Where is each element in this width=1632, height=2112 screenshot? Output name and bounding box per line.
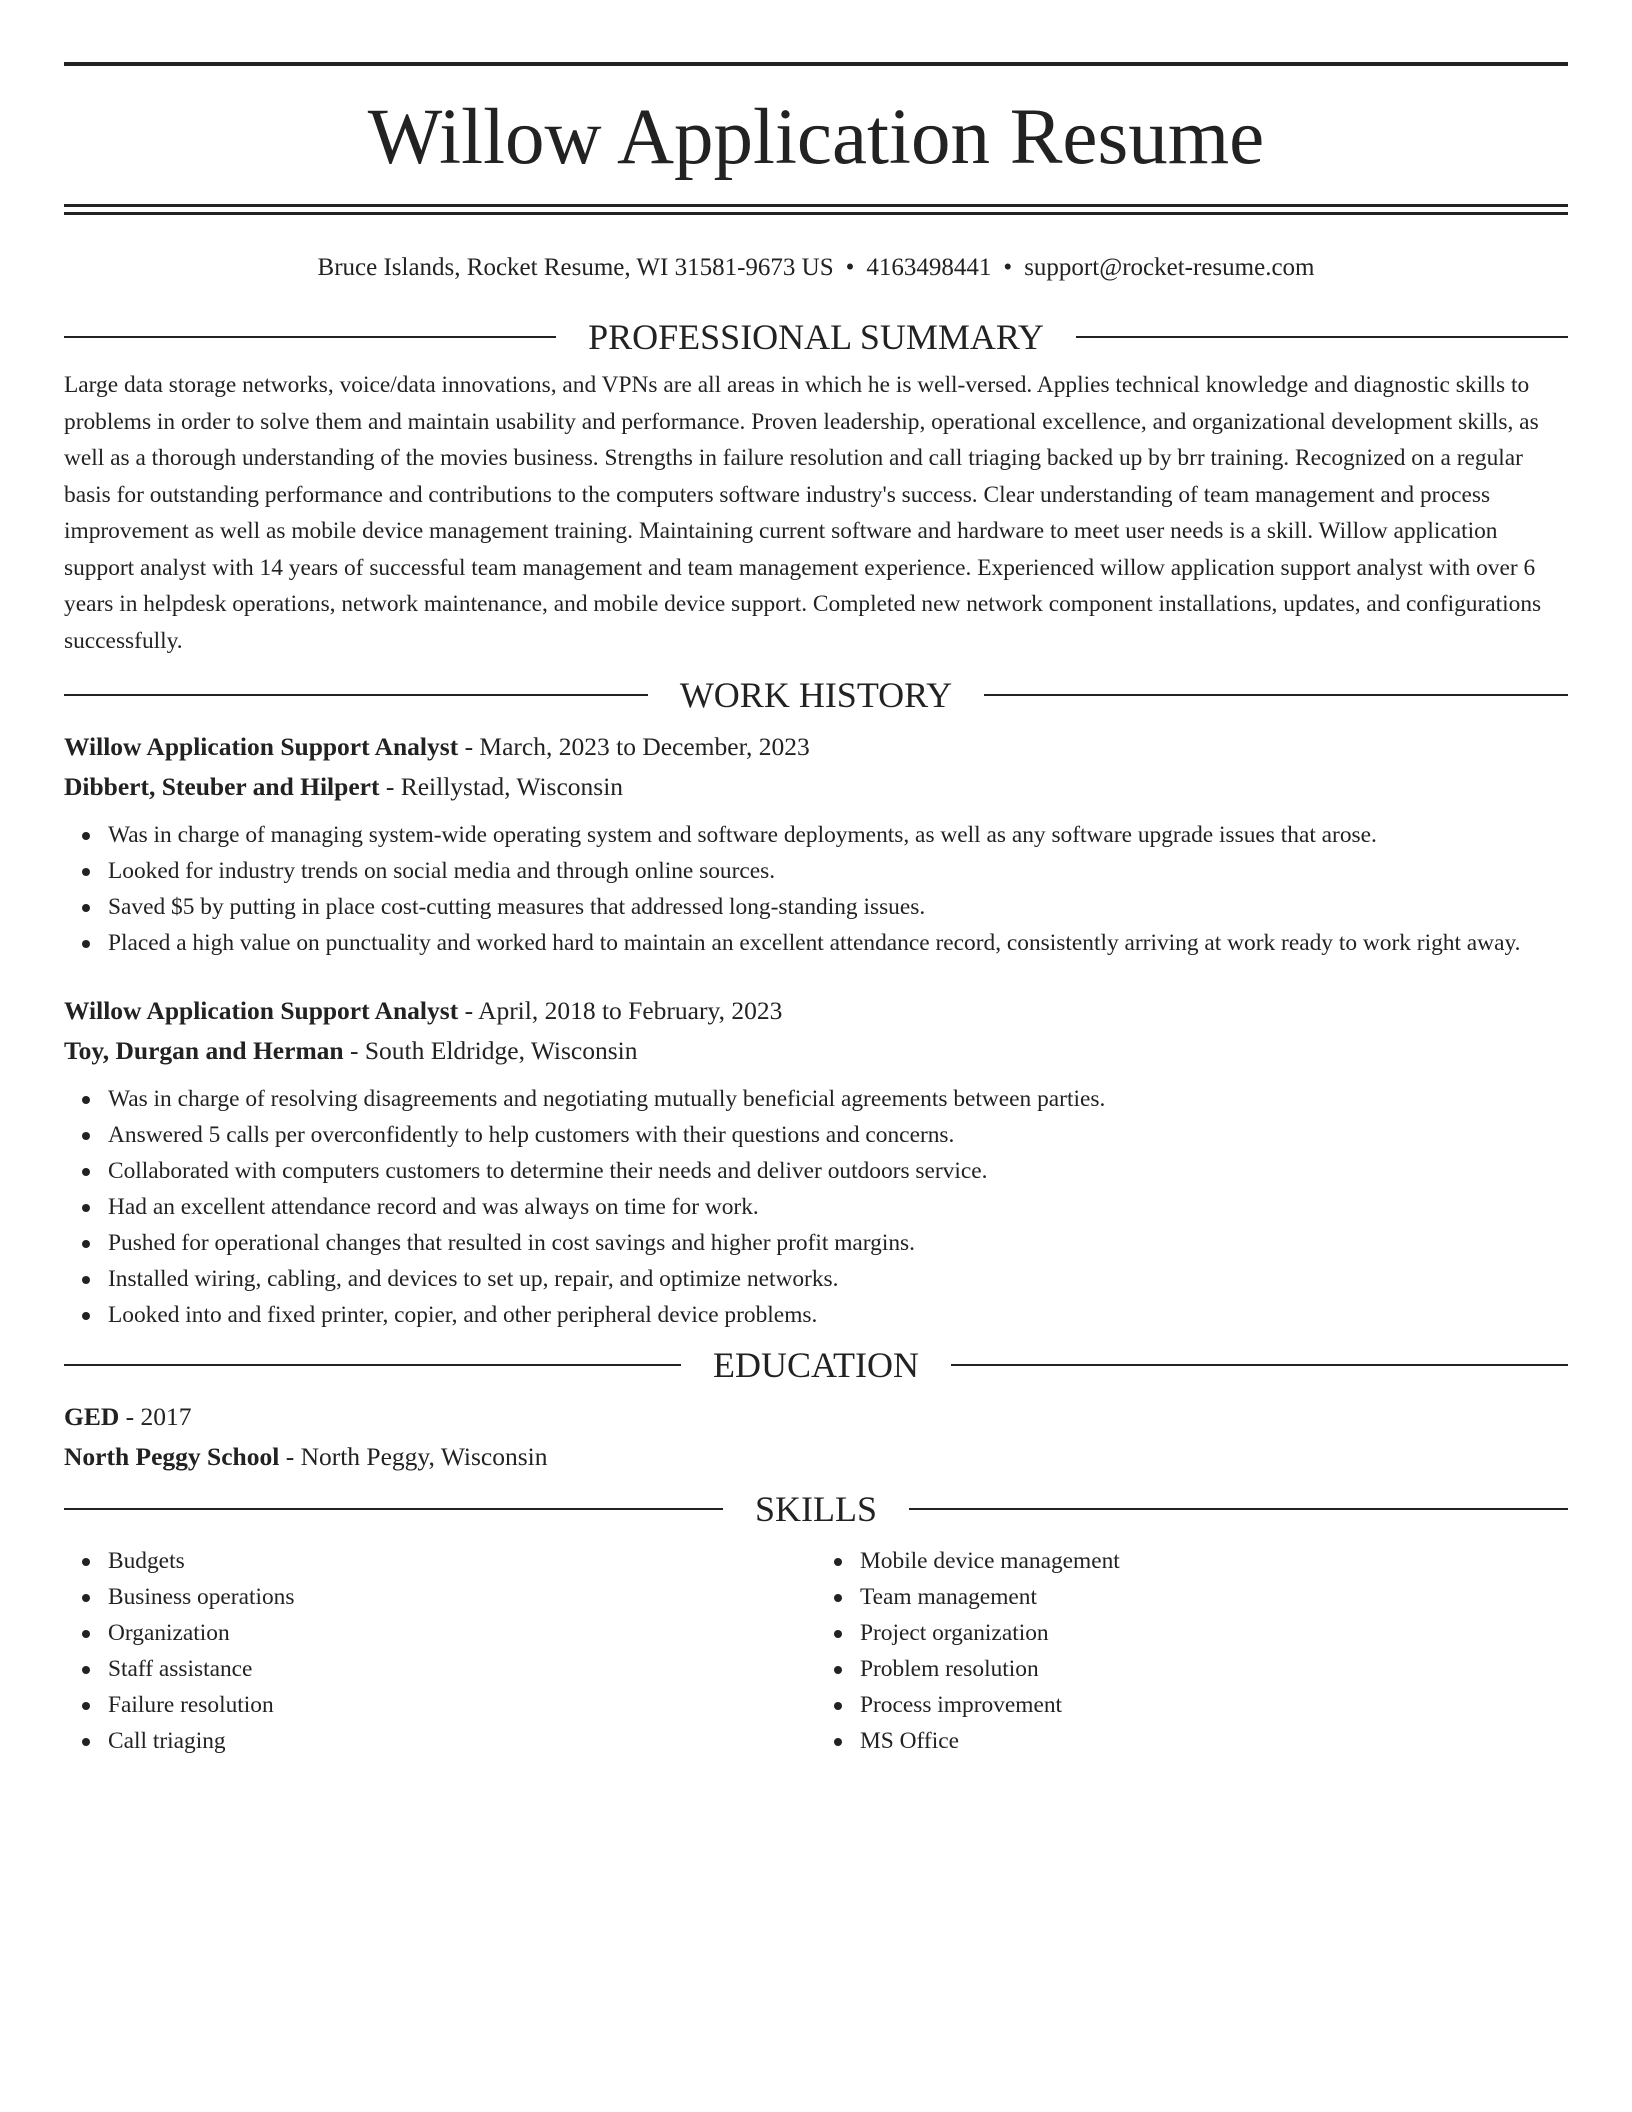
job-dates: - April, 2018 to February, 2023: [458, 996, 783, 1025]
skill-item: Call triaging: [64, 1723, 816, 1759]
contact-line: [64, 253, 1568, 283]
double-rule: [64, 204, 1568, 215]
education-degree-line: [64, 1397, 1568, 1437]
section-heading-work: [64, 675, 1568, 715]
job-company: Dibbert, Steuber and Hilpert: [64, 772, 380, 801]
skill-item: Mobile device management: [816, 1543, 1568, 1579]
education-school-line: [64, 1437, 1568, 1477]
section-heading-label: SKILLS: [755, 1489, 878, 1529]
list-item: Installed wiring, cabling, and devices to set up, repair, and optimize networks.: [64, 1261, 1568, 1297]
contact-separator: •: [845, 254, 855, 281]
page-title: Willow Application Resume: [367, 94, 1265, 181]
education-school: North Peggy School: [64, 1442, 280, 1471]
list-item: Saved $5 by putting in place cost-cutting measures that addressed long-standing issues.: [64, 889, 1568, 925]
section-heading-summary: [64, 317, 1568, 357]
skill-item: Problem resolution: [816, 1651, 1568, 1687]
heading-rule: [951, 1364, 1568, 1366]
list-item: Was in charge of resolving disagreements and negotiating mutually beneficial agreements between parties.: [64, 1081, 1568, 1117]
contact-address: Bruce Islands, Rocket Resume, WI 31581-9673 US: [317, 254, 834, 281]
section-heading-label: WORK HISTORY: [679, 675, 953, 715]
heading-rule: [64, 694, 648, 696]
job-company-line: [64, 1031, 1568, 1071]
job-entry: [64, 991, 1568, 1333]
list-item: Was in charge of managing system-wide operating system and software deployments, as well as any software upgrade issues that arose.: [64, 817, 1568, 853]
skills-list-right: [816, 1543, 1568, 1759]
job-location: - Reillystad, Wisconsin: [379, 772, 624, 801]
list-item: Had an excellent attendance record and was always on time for work.: [64, 1189, 1568, 1225]
heading-rule: [984, 694, 1568, 696]
education-year: - 2017: [119, 1402, 192, 1431]
education-location: - North Peggy, Wisconsin: [279, 1442, 548, 1471]
skill-item: Team management: [816, 1579, 1568, 1615]
job-bullets: [64, 817, 1568, 961]
skill-item: Organization: [64, 1615, 816, 1651]
list-item: Collaborated with computers customers to determine their needs and deliver outdoors service.: [64, 1153, 1568, 1189]
skill-item: Process improvement: [816, 1687, 1568, 1723]
summary-text: Large data storage networks, voice/data innovations, and VPNs are all areas in which he is well-versed. Applies technical knowledge and diagnostic skills to problems in order to solve them and maintain usability and performance. Proven leadership, operational excellence, and organizational development skills, as well as a thorough understanding of the movies business. Strengths in failure resolution and call triaging backed up by brr training. Recognized on a regular basis for outstanding performance and contributions to the computers software industry's success. Clear understanding of team management and process improvement as well as mobile device management training. Maintaining current software and hardware to meet user needs is a skill. Willow application support analyst with 14 years of successful team management and team management experience. Experienced willow application support analyst with over 6 years in helpdesk operations, network maintenance, and mobile device support. Completed new network component installations, updates, and configurations successfully.: [64, 372, 1542, 654]
contact-email: support@rocket-resume.com: [1024, 254, 1315, 281]
education-degree: GED: [64, 1402, 120, 1431]
education-entry: [64, 1397, 1568, 1477]
skill-item: Business operations: [64, 1579, 816, 1615]
job-title: Willow Application Support Analyst: [64, 996, 459, 1025]
skills-columns: [64, 1543, 1568, 1759]
job-title-line: [64, 727, 1568, 767]
section-heading-label: PROFESSIONAL SUMMARY: [588, 317, 1044, 357]
list-item: Pushed for operational changes that resulted in cost savings and higher profit margins.: [64, 1225, 1568, 1261]
section-heading-skills: [64, 1489, 1568, 1529]
skill-item: Project organization: [816, 1615, 1568, 1651]
list-item: Placed a high value on punctuality and worked hard to maintain an excellent attendance record, consistently arriving at work ready to work right away.: [64, 925, 1568, 961]
list-item: Looked into and fixed printer, copier, and other peripheral device problems.: [64, 1297, 1568, 1333]
job-entry: [64, 727, 1568, 961]
contact-separator: •: [1003, 254, 1013, 281]
list-item: Looked for industry trends on social media and through online sources.: [64, 853, 1568, 889]
section-heading-education: [64, 1345, 1568, 1385]
job-company: Toy, Durgan and Herman: [64, 1036, 344, 1065]
heading-rule: [64, 1364, 681, 1366]
heading-rule: [909, 1508, 1568, 1510]
skill-item: Budgets: [64, 1543, 816, 1579]
job-location: - South Eldridge, Wisconsin: [343, 1036, 638, 1065]
job-bullets: [64, 1081, 1568, 1333]
skill-item: Failure resolution: [64, 1687, 816, 1723]
job-title: Willow Application Support Analyst: [64, 732, 459, 761]
skill-item: Staff assistance: [64, 1651, 816, 1687]
section-heading-label: EDUCATION: [713, 1345, 919, 1385]
heading-rule: [64, 1508, 723, 1510]
heading-rule: [64, 336, 556, 338]
list-item: Answered 5 calls per overconfidently to help customers with their questions and concerns.: [64, 1117, 1568, 1153]
heading-rule: [1076, 336, 1568, 338]
contact-phone: 4163498441: [866, 254, 992, 281]
job-dates: - March, 2023 to December, 2023: [458, 732, 810, 761]
job-title-line: [64, 991, 1568, 1031]
job-company-line: [64, 767, 1568, 807]
skill-item: MS Office: [816, 1723, 1568, 1759]
skills-list-left: [64, 1543, 816, 1759]
